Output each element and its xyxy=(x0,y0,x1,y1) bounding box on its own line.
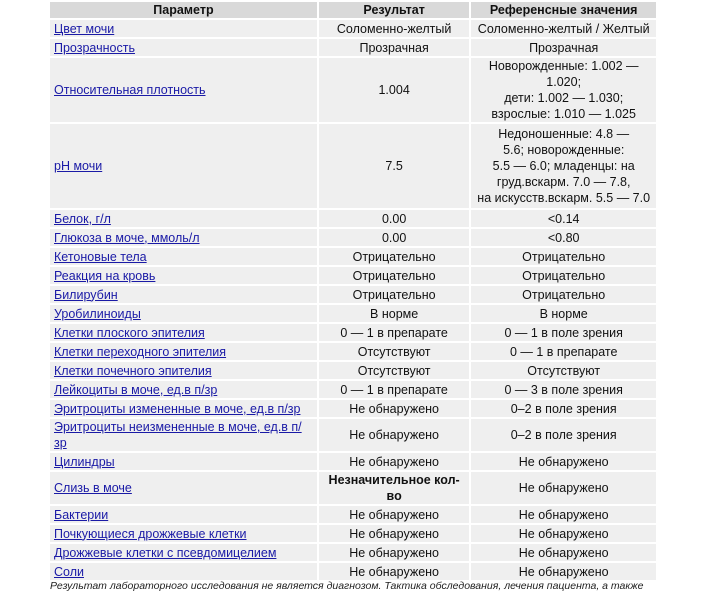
param-cell xyxy=(50,286,317,303)
param-link[interactable]: Лейкоциты в моче, ед.в п/зр xyxy=(54,382,218,397)
reference-cell: <0.14 xyxy=(471,210,656,227)
result-cell: Не обнаружено xyxy=(319,563,470,580)
reference-cell: Соломенно-желтый / Желтый xyxy=(471,20,656,37)
param-link[interactable]: Клетки плоского эпителия xyxy=(54,325,205,340)
table-row xyxy=(50,419,656,451)
param-cell xyxy=(50,400,317,417)
reference-cell: Не обнаружено xyxy=(471,525,656,542)
param-link[interactable]: Соли xyxy=(54,564,84,579)
param-cell xyxy=(50,229,317,246)
table-row xyxy=(50,506,656,523)
table-row xyxy=(50,248,656,265)
param-cell xyxy=(50,506,317,523)
param-link[interactable]: Билирубин xyxy=(54,287,118,302)
table-row xyxy=(50,124,656,208)
param-link[interactable]: Прозрачность xyxy=(54,40,135,55)
result-cell: 1.004 xyxy=(319,58,470,122)
reference-cell: Не обнаружено xyxy=(471,472,656,504)
reference-cell: Новорожденные: 1.002 — 1.020; дети: 1.002 — 1.030; взрослые: 1.010 — 1.025 xyxy=(471,58,656,122)
param-cell xyxy=(50,362,317,379)
param-link[interactable]: Дрожжевые клетки с псевдомицелием xyxy=(54,545,277,560)
param-link[interactable]: Белок, г/л xyxy=(54,211,111,226)
result-cell: 0 — 1 в препарате xyxy=(319,324,470,341)
param-link[interactable]: Бактерии xyxy=(54,507,109,522)
param-link[interactable]: Эритроциты измененные в моче, ед.в п/зр xyxy=(54,401,301,416)
param-link[interactable]: Клетки переходного эпителия xyxy=(54,344,227,359)
table-row xyxy=(50,324,656,341)
result-cell: 0.00 xyxy=(319,229,470,246)
table-row xyxy=(50,343,656,360)
table-row xyxy=(50,229,656,246)
reference-cell: Отрицательно xyxy=(471,267,656,284)
param-cell xyxy=(50,472,317,504)
reference-cell: Недоношенные: 4.8 — 5.6; новорожденные: 5.5 — 6.0; младенцы: на груд.вскарм. 7.0 — 7.8, на искусств.вскарм. 5.5 — 7.0 xyxy=(471,124,656,208)
param-cell xyxy=(50,20,317,37)
result-cell: Отрицательно xyxy=(319,286,470,303)
table-row xyxy=(50,58,656,122)
param-cell xyxy=(50,248,317,265)
table-row xyxy=(50,362,656,379)
param-cell xyxy=(50,324,317,341)
table-row xyxy=(50,453,656,470)
result-cell: 0 — 1 в препарате xyxy=(319,381,470,398)
param-cell xyxy=(50,419,317,451)
table-row xyxy=(50,210,656,227)
result-cell: Отсутствуют xyxy=(319,362,470,379)
param-cell xyxy=(50,525,317,542)
table-row xyxy=(50,544,656,561)
result-cell: Не обнаружено xyxy=(319,400,470,417)
param-cell xyxy=(50,563,317,580)
reference-cell: Не обнаружено xyxy=(471,506,656,523)
result-cell: Прозрачная xyxy=(319,39,470,56)
reference-cell: Отрицательно xyxy=(471,248,656,265)
header-reference: Референсные значения xyxy=(471,2,656,18)
param-link[interactable]: Почкующиеся дрожжевые клетки xyxy=(54,526,247,541)
table-row xyxy=(50,286,656,303)
header-row xyxy=(50,2,656,18)
table-row xyxy=(50,305,656,322)
reference-cell: Не обнаружено xyxy=(471,453,656,470)
table-row xyxy=(50,525,656,542)
result-cell: Не обнаружено xyxy=(319,544,470,561)
param-link[interactable]: Цвет мочи xyxy=(54,21,115,36)
result-cell: Соломенно-желтый xyxy=(319,20,470,37)
param-link[interactable]: Эритроциты неизмененные в моче, ед.в п/зр xyxy=(54,420,302,450)
result-cell: Не обнаружено xyxy=(319,506,470,523)
reference-cell: 0 — 3 в поле зрения xyxy=(471,381,656,398)
reference-cell: Не обнаружено xyxy=(471,544,656,561)
param-cell xyxy=(50,381,317,398)
reference-cell: Не обнаружено xyxy=(471,563,656,580)
param-link[interactable]: Слизь в моче xyxy=(54,481,132,495)
param-link[interactable]: Глюкоза в моче, ммоль/л xyxy=(54,230,200,245)
param-link[interactable]: Цилиндры xyxy=(54,454,115,469)
param-cell xyxy=(50,267,317,284)
reference-cell: Отсутствуют xyxy=(471,362,656,379)
result-cell: 0.00 xyxy=(319,210,470,227)
param-cell xyxy=(50,343,317,360)
param-cell xyxy=(50,39,317,56)
table-row xyxy=(50,563,656,580)
table-row xyxy=(50,400,656,417)
result-cell: Не обнаружено xyxy=(319,525,470,542)
result-cell: Не обнаружено xyxy=(319,419,470,451)
results-table xyxy=(48,0,658,582)
table-row xyxy=(50,39,656,56)
result-cell: Отсутствуют xyxy=(319,343,470,360)
disclaimer-text: Результат лабораторного исследования не является диагнозом. Тактика обследования, лечения пациента, а также xyxy=(50,580,644,592)
param-cell xyxy=(50,453,317,470)
param-link[interactable]: pH мочи xyxy=(54,159,103,173)
table-row xyxy=(50,381,656,398)
reference-cell: <0.80 xyxy=(471,229,656,246)
param-link[interactable]: Кетоновые тела xyxy=(54,249,147,264)
reference-cell: 0 — 1 в препарате xyxy=(471,343,656,360)
result-cell: Не обнаружено xyxy=(319,453,470,470)
reference-cell: 0 — 1 в поле зрения xyxy=(471,324,656,341)
table-row xyxy=(50,472,656,504)
param-cell xyxy=(50,210,317,227)
param-link[interactable]: Уробилиноиды xyxy=(54,306,141,321)
param-cell xyxy=(50,544,317,561)
result-cell: 7.5 xyxy=(319,124,470,208)
reference-cell: 0–2 в поле зрения xyxy=(471,419,656,451)
param-cell xyxy=(50,305,317,322)
result-cell: В норме xyxy=(319,305,470,322)
table-row xyxy=(50,267,656,284)
reference-cell: Отрицательно xyxy=(471,286,656,303)
result-cell: Отрицательно xyxy=(319,267,470,284)
param-link[interactable]: Реакция на кровь xyxy=(54,268,156,283)
param-link[interactable]: Относительная плотность xyxy=(54,83,206,97)
result-cell: Отрицательно xyxy=(319,248,470,265)
reference-cell: 0–2 в поле зрения xyxy=(471,400,656,417)
reference-cell: В норме xyxy=(471,305,656,322)
reference-cell: Прозрачная xyxy=(471,39,656,56)
header-result: Результат xyxy=(319,2,470,18)
header-param: Параметр xyxy=(50,2,317,18)
table-row xyxy=(50,20,656,37)
param-link[interactable]: Клетки почечного эпителия xyxy=(54,363,212,378)
param-cell xyxy=(50,58,317,122)
result-cell: Незначительное кол-во xyxy=(319,472,470,504)
param-cell xyxy=(50,124,317,208)
